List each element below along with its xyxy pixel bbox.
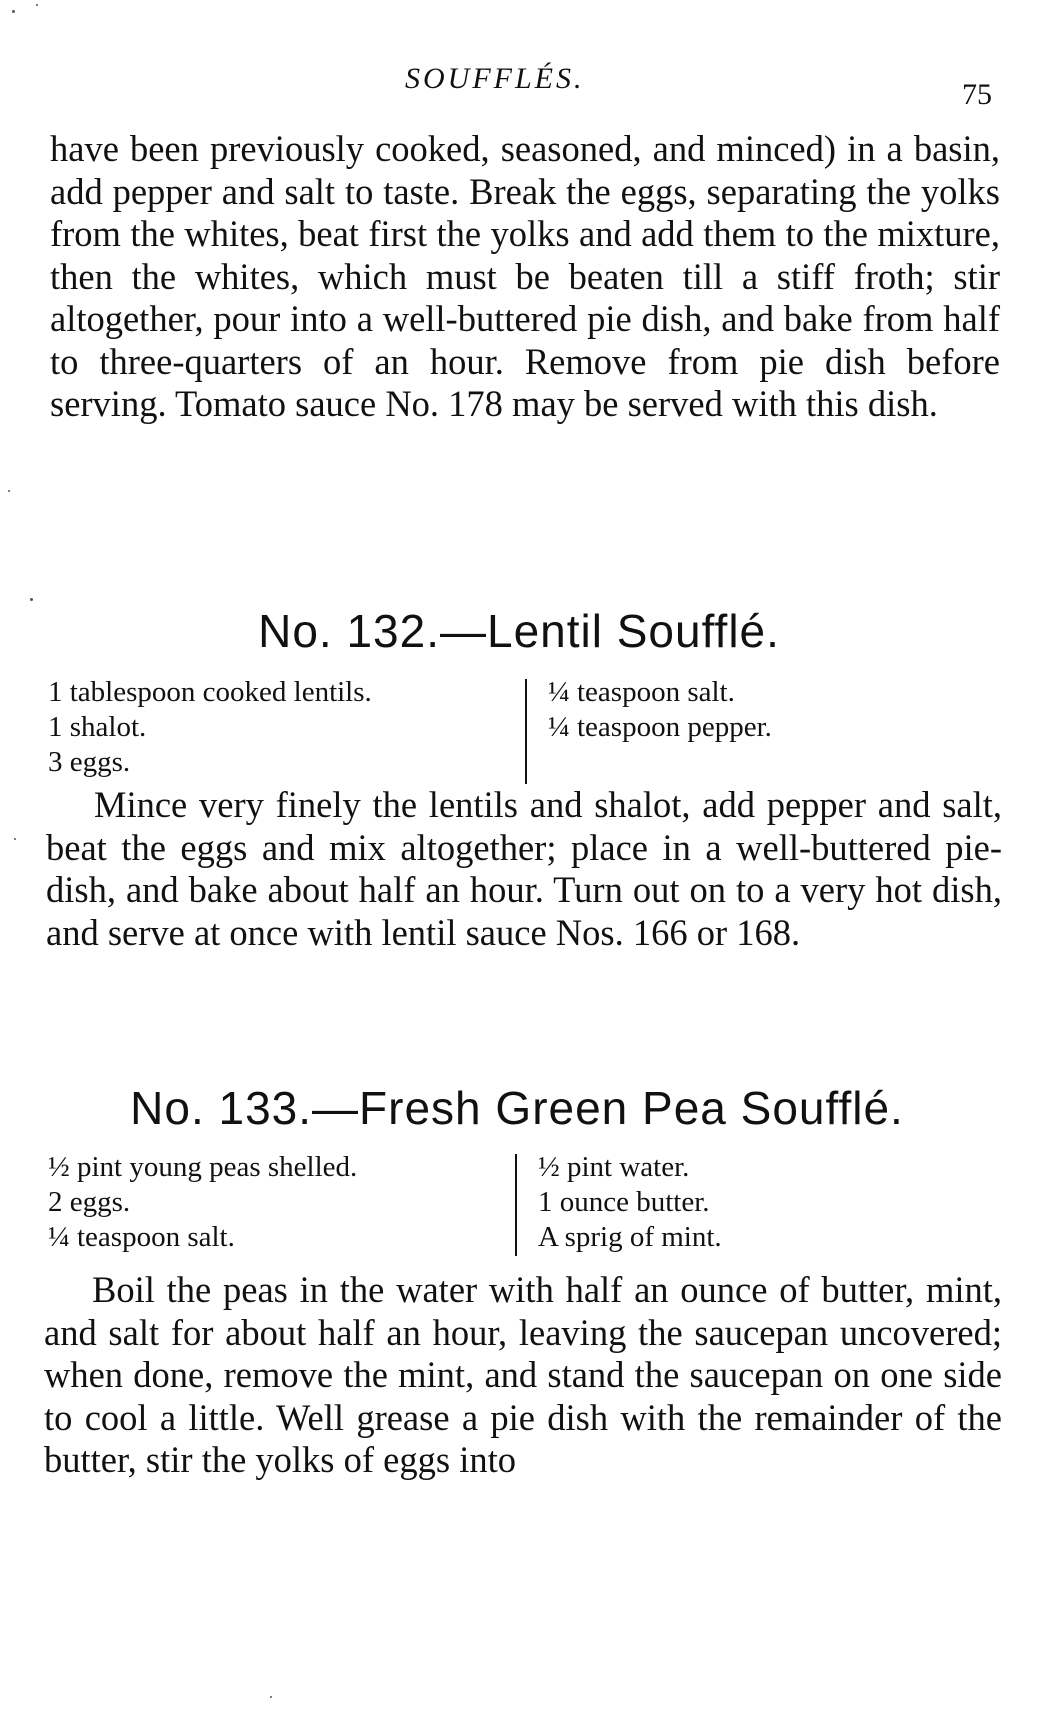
ingredient-divider: [515, 1154, 517, 1256]
ingredient-item: ¼ teaspoon salt.: [48, 1221, 235, 1253]
recipe-132-ingredients-right: [548, 675, 772, 745]
recipe-133-method: [44, 1269, 1002, 1482]
recipe-133-ingredients: [48, 1150, 998, 1262]
scan-speck: [8, 490, 10, 492]
scan-speck: [14, 838, 16, 840]
ingredient-item: ½ pint water.: [538, 1151, 690, 1183]
running-title: SOUFFLÉS.: [405, 62, 585, 95]
recipe-133-ingredients-left: [48, 1150, 357, 1255]
ingredient-item: ¼ teaspoon pepper.: [548, 711, 772, 743]
ingredient-item: 1 ounce butter.: [538, 1186, 710, 1218]
running-head: [0, 62, 1054, 111]
ingredient-item: ½ pint young peas shelled.: [48, 1151, 358, 1183]
ingredient-item: 1 tablespoon cooked lentils.: [48, 676, 372, 708]
ingredient-divider: [525, 679, 527, 784]
scan-speck: [12, 10, 15, 13]
continuation-text: have been previously cooked, seasoned, and minced) in a basin, add pepper and salt to taste. Break the eggs, separating the yolks from the whites, beat first the yolks and add them to the mixture, then the whites, which must be beaten till a stiff froth; stir altogether, pour into a well-buttered pie dish, and bake from half to three-quarters of an hour. Remove from pie dish before serving. Tomato sauce No. 178 may be served with this dish.: [50, 128, 1000, 424]
recipe-132-method: [46, 784, 1002, 954]
ingredient-item: 2 eggs.: [48, 1186, 131, 1218]
ingredient-item: ¼ teaspoon salt.: [548, 676, 735, 708]
recipe-132-ingredients-left: [48, 675, 372, 780]
ingredient-item: 1 shalot.: [48, 711, 147, 743]
recipe-133-ingredients-right: [538, 1150, 722, 1255]
scan-speck: [270, 1696, 272, 1698]
recipe-132-ingredients: [48, 675, 998, 787]
recipe-132-heading: No. 132.—Lentil Soufflé.: [258, 605, 780, 657]
ingredient-item: A sprig of mint.: [538, 1221, 722, 1253]
continuation-paragraph: [50, 128, 1000, 426]
ingredient-item: 3 eggs.: [48, 746, 131, 778]
recipe-133-method-text: Boil the peas in the water with half an ounce of butter, mint, and salt for about half an hour, leaving the saucepan uncovered; when done, remove the mint, and stand the saucepan on one side to cool a little. Well grease a pie dish with the remainder of the butter, stir the yolks of eggs into: [44, 1269, 1002, 1480]
recipe-132-method-text: Mince very finely the lentils and shalot, add pepper and salt, beat the eggs and mix altogether; place in a well-buttered pie-dish, and bake about half an hour. Turn out on to a very hot dish, and serve at once with lentil sauce Nos. 166 or 168.: [46, 784, 1002, 953]
page-number: 75: [962, 78, 992, 111]
scan-speck: [30, 598, 33, 601]
recipe-133-heading: No. 133.—Fresh Green Pea Soufflé.: [130, 1082, 904, 1134]
scan-speck: [36, 4, 38, 6]
